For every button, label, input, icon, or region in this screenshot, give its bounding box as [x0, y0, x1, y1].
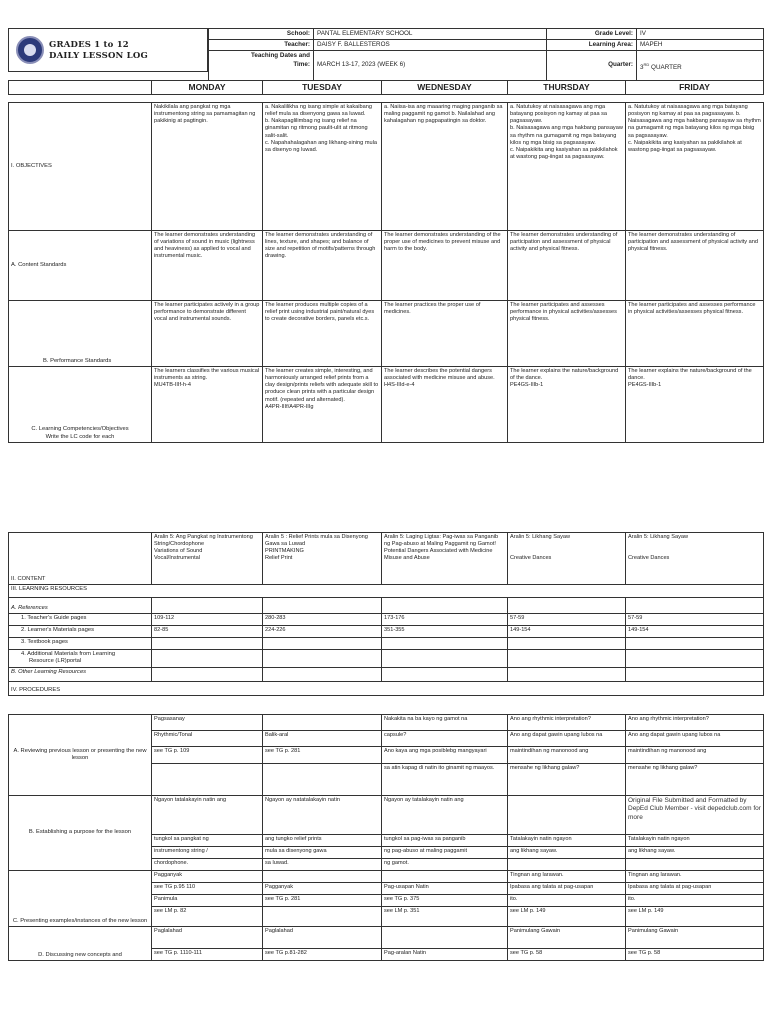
- procedure-a-cell: mensahe ng likhang galaw?: [508, 764, 626, 796]
- tg-pages-cell: 109-112: [152, 614, 263, 626]
- procedure-a-cell: Pagsasanay: [152, 715, 263, 731]
- form-title-line2: DAILY LESSON LOG: [49, 51, 148, 62]
- procedure-a-label: A. Reviewing previous lesson or presenting the new lesson: [9, 715, 152, 796]
- blank-cell: [152, 650, 263, 668]
- procedure-b-cell: Ngayon tatalakayin natin ang: [152, 796, 263, 835]
- learning-area-value: MAPEH: [637, 40, 764, 51]
- dates-label-line1: Teaching Dates and: [250, 52, 310, 59]
- competencies-cell: The learner describes the potential dangers associated with medicine misuse and abuse. H4S-IIId-e-4: [382, 367, 508, 443]
- tg-pages-cell: 280-283: [263, 614, 382, 626]
- blank-cell: [508, 650, 626, 668]
- procedure-b-cell: [508, 796, 626, 835]
- procedure-a-cell: Ano kaya ang mga posiblebg mangyayari: [382, 747, 508, 764]
- content-standards-cell: The learner demonstrates understanding of participation and assessment of physical activity and physical fitness.: [508, 231, 626, 301]
- quarter-number: 3: [640, 64, 644, 72]
- content-standards-label: A. Content Standards: [9, 231, 152, 301]
- procedure-d-cell: see TG p. 58: [508, 949, 626, 961]
- procedure-b-cell: tungkol sa pag-iwas sa panganib: [382, 835, 508, 847]
- blank-cell: [626, 598, 764, 614]
- teacher-value: DAISY F. BALLESTEROS: [314, 40, 547, 51]
- grade-level-value: IV: [637, 29, 764, 40]
- procedure-d-cell: see TG p.81-282: [263, 949, 382, 961]
- textbook-label: 3. Textbook pages: [9, 638, 152, 650]
- procedures-table: [8, 714, 764, 961]
- dates-label-line2: Time:: [293, 61, 310, 68]
- competencies-label: [9, 367, 152, 443]
- performance-standards-cell: The learner produces multiple copies of a relief print using industrial paint/natural dyes to create decorative borders, panels etc.s.: [263, 301, 382, 367]
- logo-box: [8, 28, 208, 72]
- procedure-b-cell: Tatalakayin natin ngayon: [508, 835, 626, 847]
- procedure-a-cell: [152, 764, 263, 796]
- procedure-a-cell: maintindihan ng manonood ang: [626, 747, 764, 764]
- procedure-b-cell: Ngayon ay tatalakayin natin ang: [382, 796, 508, 835]
- procedure-c-cell: Pagganyak: [263, 883, 382, 895]
- lm-pages-cell: 149-154: [508, 626, 626, 638]
- procedure-c-cell: see TG p. 375: [382, 895, 508, 907]
- procedure-c-cell: Tingnan ang larawan.: [508, 871, 626, 883]
- content-standards-cell: The learner demonstrates understanding of the proper use of medicines to prevent misuse and harm to the body.: [382, 231, 508, 301]
- procedure-c-cell: Panimula: [152, 895, 263, 907]
- quarter-label: Quarter:: [547, 51, 637, 83]
- objectives-label: I. OBJECTIVES: [9, 103, 152, 231]
- blank-cell: [508, 598, 626, 614]
- form-title: [49, 40, 148, 62]
- procedure-b-cell: Tatalakayin natin ngayon: [626, 835, 764, 847]
- learning-resources-label: III. LEARNING RESOURCES: [9, 585, 764, 598]
- procedure-d-cell: Paglalahad: [263, 927, 382, 949]
- additional-materials-line1: 4. Additional Materials from Learning: [21, 651, 116, 657]
- teachers-guide-label: 1. Teacher's Guide pages: [9, 614, 152, 626]
- competencies-cell: The learner explains the nature/background of the dance. PE4GS-IIIb-1: [626, 367, 764, 443]
- days-header: [8, 80, 764, 95]
- blank-cell: [152, 668, 263, 682]
- school-value: PANTAL ELEMENTARY SCHOOL: [314, 29, 547, 40]
- teacher-label: Teacher:: [209, 40, 314, 51]
- procedure-b-cell: sa luwad.: [263, 859, 382, 871]
- content-cell: Aralin 5: Ang Pangkat ng Instrumentong String/Chordophone Variations of Sound Vocal/Instrumental: [152, 533, 263, 585]
- procedure-d-cell: Paglalahad: [152, 927, 263, 949]
- procedure-a-cell: [263, 764, 382, 796]
- procedure-c-cell: Ipabasa ang talata at pag-usapan: [508, 883, 626, 895]
- procedure-b-label: B. Establishing a purpose for the lesson: [9, 796, 152, 871]
- procedure-b-cell: instrumentong string /: [152, 847, 263, 859]
- procedure-a-cell: Ano ang dapat gawin upang lubos na: [508, 731, 626, 747]
- procedure-c-cell: [263, 907, 382, 927]
- procedure-a-cell: Balik-aral: [263, 731, 382, 747]
- procedure-c-cell: Ipabasa ang talata at pag-usapan: [626, 883, 764, 895]
- quarter-value: [637, 51, 764, 83]
- objectives-cell: a. Natutukoy at naisasagawa ang mga batayang posisyon ng kamay at paa sa pagsasayaw. b. Naisasagawa ang mga hakbang pansayaw sa rhythm na gumagamit ng mga batayang kilos ng mga bisig sa pagsasayaw. c. Naipakikita ang kasiyahan sa pakikilahok at wastong pag-iingat sa pagsasayaw.: [508, 103, 626, 231]
- procedure-c-cell: see LM p. 149: [508, 907, 626, 927]
- watermark-note: Original File Submitted and Formatted by DepEd Club Member - visit depedclub.com for more: [626, 796, 764, 835]
- procedure-b-cell: ang tungko relief prints: [263, 835, 382, 847]
- content-cell: Aralin 5: Likhang Sayaw Creative Dances: [508, 533, 626, 585]
- objectives-table: [8, 102, 764, 443]
- day-wednesday: WEDNESDAY: [382, 81, 508, 95]
- lm-pages-cell: 149-154: [626, 626, 764, 638]
- procedure-b-cell: ang likhang sayaw.: [508, 847, 626, 859]
- procedure-a-cell: Ano ang dapat gawin upang lubos na: [626, 731, 764, 747]
- procedure-d-label: D. Discussing new concepts and: [9, 927, 152, 961]
- blank-cell: [626, 668, 764, 682]
- blank-cell: [263, 638, 382, 650]
- additional-materials-label: [9, 650, 152, 668]
- blank-cell: [382, 598, 508, 614]
- blank-corner: [9, 81, 152, 95]
- procedure-d-cell: Panimulang Gawain: [508, 927, 626, 949]
- blank-cell: [382, 668, 508, 682]
- competencies-cell: The learner explains the nature/background of the dance. PE4GS-IIIb-1: [508, 367, 626, 443]
- content-cell: Aralin 5: Laging Ligtas: Pag-iwas sa Panganib ng Pag-abuso at Maling Paggamit ng Gamot! Potential Dangers Associated with Medicine Misuse and Abuse: [382, 533, 508, 585]
- blank-cell: [626, 638, 764, 650]
- procedure-b-cell: ang likhang sayaw.: [626, 847, 764, 859]
- tg-pages-cell: 173-176: [382, 614, 508, 626]
- performance-standards-cell: The learner practices the proper use of medicines.: [382, 301, 508, 367]
- procedure-c-cell: [263, 871, 382, 883]
- objectives-cell: Nakikilala ang pangkat ng mga instrumentong string sa pamamagitan ng pakikinig at pagtingin.: [152, 103, 263, 231]
- procedure-a-cell: sa atin kapag di natin ito ginamit ng maayos.: [382, 764, 508, 796]
- blank-cell: [382, 650, 508, 668]
- objectives-cell: a. Natutukoy at naisasagawa ang mga batayang posisyon ng kamay at paa sa pagsasayaw. b. Naisasagawa ang mga hakbang pansayaw sa rhythm na gumagamit ng mga batayang kilos ng mga bisig sa pagsasayaw. c. Naipakikita ang kasiyahan sa pakikilahok at wastong pag-iingat sa pagsasayaw.: [626, 103, 764, 231]
- procedure-b-cell: mula sa disenyong gawa: [263, 847, 382, 859]
- procedure-a-cell: Nakakita na ba kayo ng gamot na: [382, 715, 508, 731]
- competencies-label-line1: C. Learning Competencies/Objectives: [31, 426, 129, 433]
- learning-area-label: Learning Area:: [547, 40, 637, 51]
- lm-pages-cell: 82-85: [152, 626, 263, 638]
- blank-cell: [263, 668, 382, 682]
- quarter-suffix: RD: [643, 62, 650, 67]
- performance-standards-cell: The learner participates actively in a group performance to demonstrate different vocal and instrumental sounds.: [152, 301, 263, 367]
- procedure-d-cell: Pag-aralan Natin: [382, 949, 508, 961]
- deped-seal-icon: [16, 36, 44, 64]
- header-info-table: [208, 28, 764, 83]
- procedure-d-cell: [382, 927, 508, 949]
- procedure-b-cell: [626, 859, 764, 871]
- procedure-d-cell: Panimulang Gawain: [626, 927, 764, 949]
- procedure-a-cell: Ano ang rhythmic interpretation?: [626, 715, 764, 731]
- procedure-c-cell: Tingnan ang larawan.: [626, 871, 764, 883]
- tg-pages-cell: 57-59: [626, 614, 764, 626]
- objectives-cell: a. Nakalilikha ng isang simple at kakaibang relief mula sa disenyong gawa sa luwad. b. Nakapaglilimbag ng isang relief na ginamitan ng ritmong paulit-ulit at ritmong salit-salit. c. Napahahalagahan ang likhang-sining mula sa disenyo ng luwad.: [263, 103, 382, 231]
- competencies-cell: The learner creates simple, interesting, and harmoniously arranged relief prints from a clay design/prints reliefs with adequate skill to produce clean prints with a particular design motif. (repeated and alternated). A4PR-IIIf/A4PR-IIIg: [263, 367, 382, 443]
- procedure-d-cell: see TG p. 1110-111: [152, 949, 263, 961]
- dates-label: [209, 51, 314, 83]
- dates-value: MARCH 13-17, 2023 (WEEK 6): [314, 51, 547, 83]
- blank-cell: [152, 598, 263, 614]
- performance-standards-cell: The learner participates and assesses performance in physical activities/assesses physical fitness.: [508, 301, 626, 367]
- objectives-cell: a. Naiisa-isa ang maaaring maging panganib sa maling paggamit ng gamot b. Nailalahad ang kahalagahan ng pagpapatingin sa doktor.: [382, 103, 508, 231]
- lm-pages-cell: 351-355: [382, 626, 508, 638]
- procedure-b-cell: chordophone.: [152, 859, 263, 871]
- procedure-a-cell: Rhythmic/Tonal: [152, 731, 263, 747]
- blank-cell: [263, 650, 382, 668]
- procedure-c-cell: see TG p. 281: [263, 895, 382, 907]
- procedure-a-cell: Ano ang rhythmic interpretation?: [508, 715, 626, 731]
- procedure-b-cell: ng pag-abuso at maling paggamit: [382, 847, 508, 859]
- performance-standards-cell: The learner participates and assesses performance in physical activities/assesses physical fitness.: [626, 301, 764, 367]
- procedure-a-cell: see TG p. 109: [152, 747, 263, 764]
- content-label: II. CONTENT: [9, 533, 152, 585]
- day-monday: MONDAY: [152, 81, 263, 95]
- competencies-label-line2: Write the LC code for each: [45, 433, 115, 440]
- procedure-c-cell: see LM p. 351: [382, 907, 508, 927]
- additional-materials-line2: Resource (LR)portal: [29, 658, 82, 665]
- procedure-b-cell: Ngayon ay natatalakayin natin: [263, 796, 382, 835]
- procedure-b-cell: [508, 859, 626, 871]
- procedure-c-cell: [382, 871, 508, 883]
- content-standards-cell: The learner demonstrates understanding of variations of sound in music (lightness and heaviness) as applied to vocal and instrumental music.: [152, 231, 263, 301]
- competencies-cell: The learners classifies the various musical instruments as string. MU4TB-IIIf-h-4: [152, 367, 263, 443]
- lm-pages-cell: 224-226: [263, 626, 382, 638]
- performance-standards-label: B. Performance Standards: [9, 301, 152, 367]
- blank-cell: [263, 598, 382, 614]
- day-thursday: THURSDAY: [508, 81, 626, 95]
- procedure-c-cell: Pagganyak: [152, 871, 263, 883]
- procedure-c-label: C. Presenting examples/instances of the new lesson: [9, 871, 152, 927]
- procedure-a-cell: maintindihan ng manonood ang: [508, 747, 626, 764]
- references-label: A. References: [9, 598, 152, 614]
- blank-cell: [152, 638, 263, 650]
- other-resources-label: B. Other Learning Resources: [9, 668, 152, 682]
- blank-cell: [508, 638, 626, 650]
- blank-cell: [508, 668, 626, 682]
- content-cell: Aralin 5: Likhang Sayaw Creative Dances: [626, 533, 764, 585]
- content-standards-cell: The learner demonstrates understanding of participation and assessment of physical activity and physical fitness.: [626, 231, 764, 301]
- content-standards-cell: The learner demonstrates understanding of lines, texture, and shapes; and balance of size and repetition of motifs/patterns through drawing.: [263, 231, 382, 301]
- procedure-c-cell: see TG p.95 110: [152, 883, 263, 895]
- procedure-c-cell: see LM p. 149: [626, 907, 764, 927]
- procedure-c-cell: ito.: [508, 895, 626, 907]
- procedure-a-cell: see TG p. 281: [263, 747, 382, 764]
- content-resources-table: [8, 532, 764, 696]
- blank-cell: [382, 638, 508, 650]
- day-friday: FRIDAY: [626, 81, 764, 95]
- form-title-line1: GRADES 1 to 12: [49, 40, 129, 50]
- grade-level-label: Grade Level:: [547, 29, 637, 40]
- content-cell: Aralin 5 : Relief Prints mula sa Disenyong Gawa sa Luwad PRINTMAKING Relief Print: [263, 533, 382, 585]
- day-tuesday: TUESDAY: [263, 81, 382, 95]
- blank-cell: [626, 650, 764, 668]
- procedure-c-cell: see LM p. 82: [152, 907, 263, 927]
- tg-pages-cell: 57-59: [508, 614, 626, 626]
- procedure-a-cell: [263, 715, 382, 731]
- procedure-b-cell: ng gamot.: [382, 859, 508, 871]
- school-label: School:: [209, 29, 314, 40]
- quarter-word: QUARTER: [649, 64, 682, 72]
- procedure-a-cell: mensahe ng likhang galaw?: [626, 764, 764, 796]
- procedure-c-cell: Pag-usapan Natin: [382, 883, 508, 895]
- procedure-d-cell: see TG p. 58: [626, 949, 764, 961]
- learners-materials-label: 2. Learner's Materials pages: [9, 626, 152, 638]
- procedure-b-cell: tungkol sa pangkat ng: [152, 835, 263, 847]
- procedure-a-cell: capsule?: [382, 731, 508, 747]
- procedures-label: IV. PROCEDURES: [9, 682, 764, 696]
- procedure-c-cell: ito.: [626, 895, 764, 907]
